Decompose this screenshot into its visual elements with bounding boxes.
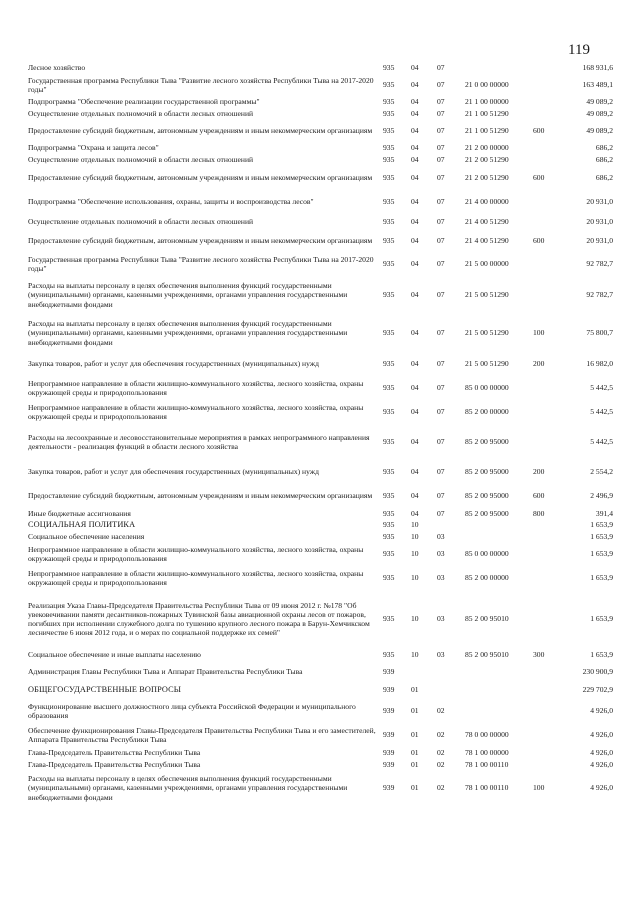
item-name: Осуществление отдельных полномочий в области лесных отношений <box>28 217 254 227</box>
section-code: 01 <box>411 783 419 793</box>
department-code: 935 <box>383 217 395 227</box>
amount: 1 653,9 <box>590 573 613 583</box>
target-article-code: 21 4 00 00000 <box>465 197 509 207</box>
target-article-code: 21 4 00 51290 <box>465 236 509 246</box>
item-name: Социальное обеспечение населения <box>28 532 145 542</box>
department-code: 935 <box>383 650 395 660</box>
item-name: Расходы на выплаты персоналу в целях обеспечения выполнения функций государственными (муниципальными) органами, казенными учреждениями, органами управления государственными внебюджетными фондами <box>28 774 348 802</box>
subsection-code: 02 <box>437 783 445 793</box>
subsection-code: 07 <box>437 290 445 300</box>
table-row <box>28 376 613 400</box>
department-code: 935 <box>383 197 395 207</box>
item-name: Функционирование высшего должностного лица субъекта Российской Федерации и муниципального образования <box>28 701 356 720</box>
department-code: 935 <box>383 109 395 119</box>
table-row <box>28 166 613 190</box>
table-row <box>28 74 613 96</box>
target-article-code: 21 5 00 51290 <box>465 328 509 338</box>
department-code: 939 <box>383 748 395 758</box>
item-name: Непрограммное направление в области жилищно-коммунального хозяйства, лесного хозяйства, охраны окружающей среды и природопользования <box>28 568 364 587</box>
department-code: 939 <box>383 760 395 770</box>
subsection-code: 07 <box>437 359 445 369</box>
table-row <box>28 460 613 484</box>
table-row <box>28 400 613 424</box>
item-name: Непрограммное направление в области жилищно-коммунального хозяйства, лесного хозяйства, охраны окружающей среды и природопользования <box>28 378 364 397</box>
section-code: 04 <box>411 109 419 119</box>
amount: 1 653,9 <box>590 549 613 559</box>
table-row <box>28 314 613 352</box>
expense-type-code: 600 <box>533 173 545 183</box>
expense-type-code: 600 <box>533 236 545 246</box>
department-code: 939 <box>383 685 395 695</box>
department-code: 935 <box>383 573 395 583</box>
target-article-code: 21 5 00 51290 <box>465 359 509 369</box>
amount: 20 931,0 <box>586 236 613 246</box>
subsection-code: 07 <box>437 155 445 165</box>
table-row <box>28 647 613 663</box>
expense-type-code: 800 <box>533 508 545 518</box>
target-article-code: 21 5 00 51290 <box>465 290 509 300</box>
department-code: 935 <box>383 532 395 542</box>
target-article-code: 21 5 00 00000 <box>465 259 509 269</box>
department-code: 939 <box>383 783 395 793</box>
table-row <box>28 230 613 252</box>
subsection-code: 07 <box>437 217 445 227</box>
amount: 16 982,0 <box>586 359 613 369</box>
section-code: 04 <box>411 290 419 300</box>
subsection-code: 07 <box>437 467 445 477</box>
subsection-code: 07 <box>437 197 445 207</box>
section-code: 04 <box>411 491 419 501</box>
department-code: 935 <box>383 614 395 624</box>
target-article-code: 21 1 00 51290 <box>465 109 509 119</box>
department-code: 935 <box>383 437 395 447</box>
department-code: 935 <box>383 155 395 165</box>
subsection-code: 07 <box>437 407 445 417</box>
department-code: 935 <box>383 491 395 501</box>
item-name: Закупка товаров, работ и услуг для обеспечения государственных (муниципальных) нужд <box>28 467 319 477</box>
budget-table <box>28 62 613 805</box>
target-article-code: 85 2 00 95010 <box>465 614 509 624</box>
section-code: 04 <box>411 383 419 393</box>
amount: 49 089,2 <box>586 109 613 119</box>
subsection-code: 07 <box>437 173 445 183</box>
subsection-code: 03 <box>437 650 445 660</box>
section-code: 04 <box>411 97 419 107</box>
subsection-code: 07 <box>437 236 445 246</box>
item-name: Администрация Главы Республики Тыва и Аппарат Правительства Республики Тыва <box>28 667 303 677</box>
expense-type-code: 300 <box>533 650 545 660</box>
table-row <box>28 190 613 214</box>
amount: 5 442,5 <box>590 407 613 417</box>
table-row <box>28 519 613 531</box>
item-name: Расходы на выплаты персоналу в целях обеспечения выполнения функций государственными (муниципальными) органами, казенными учреждениями, органами управления государственными внебюджетными фондами <box>28 281 348 309</box>
department-code: 935 <box>383 236 395 246</box>
section-code: 10 <box>411 520 419 530</box>
section-code: 04 <box>411 217 419 227</box>
table-row <box>28 214 613 230</box>
amount: 2 554,2 <box>590 467 613 477</box>
item-name: Расходы на выплаты персоналу в целях обеспечения выполнения функций государственными (муниципальными) органами, казенными учреждениями, органами управления государственными внебюджетными фондами <box>28 319 348 347</box>
subsection-code: 07 <box>437 63 445 73</box>
subsection-code: 02 <box>437 730 445 740</box>
department-code: 935 <box>383 508 395 518</box>
department-code: 935 <box>383 520 395 530</box>
section-code: 10 <box>411 549 419 559</box>
target-article-code: 85 2 00 95010 <box>465 650 509 660</box>
section-code: 01 <box>411 685 419 695</box>
section-code: 04 <box>411 155 419 165</box>
section-code: 10 <box>411 650 419 660</box>
amount: 4 926,0 <box>590 748 613 758</box>
section-code: 04 <box>411 328 419 338</box>
target-article-code: 85 2 00 95000 <box>465 467 509 477</box>
department-code: 935 <box>383 328 395 338</box>
section-code: 04 <box>411 197 419 207</box>
amount: 5 442,5 <box>590 383 613 393</box>
section-code: 01 <box>411 730 419 740</box>
department-code: 935 <box>383 173 395 183</box>
table-row <box>28 96 613 108</box>
amount: 4 926,0 <box>590 783 613 793</box>
amount: 1 653,9 <box>590 520 613 530</box>
amount: 20 931,0 <box>586 197 613 207</box>
department-code: 935 <box>383 407 395 417</box>
section-code: 04 <box>411 63 419 73</box>
subsection-code: 02 <box>437 760 445 770</box>
item-name: Иные бюджетные ассигнования <box>28 508 131 518</box>
department-code: 935 <box>383 126 395 136</box>
item-name: Предоставление субсидий бюджетным, автономным учреждениям и иным некоммерческим организациям <box>28 126 373 136</box>
subsection-code: 07 <box>437 143 445 153</box>
section-code: 01 <box>411 760 419 770</box>
table-row <box>28 252 613 276</box>
department-code: 935 <box>383 80 395 90</box>
section-code: 04 <box>411 508 419 518</box>
item-name: Расходы на лесоохранные и лесовосстановительные мероприятия в рамках непрограммного направления деятельности - реализация функций в области лесного хозяйства <box>28 432 370 451</box>
item-name: Подпрограмма "Охрана и защита лесов" <box>28 143 159 153</box>
item-name: Подпрограмма "Обеспечение использования, охраны, защиты и воспроизводства лесов" <box>28 197 314 207</box>
subsection-code: 03 <box>437 614 445 624</box>
item-name: Реализация Указа Главы-Председателя Правительства Республики Тыва от 09 июня 2012 г. №178 "Об увековечивании памяти десантников-пожарных Тувинской базы авиационной охраны лесов от пожаров, погибших при исполнении служебного долга по тушению крупного лесного пожара в Барун-Хемчикском лесничестве 6 июня 2012 года, и о мерах по социальной поддержке их семей" <box>28 600 370 638</box>
expense-type-code: 100 <box>533 783 545 793</box>
amount: 49 089,2 <box>586 97 613 107</box>
amount: 49 089,2 <box>586 126 613 136</box>
department-code: 935 <box>383 290 395 300</box>
target-article-code: 21 1 00 00000 <box>465 97 509 107</box>
subsection-code: 07 <box>437 491 445 501</box>
item-name: Обеспечение функционирования Главы-Председателя Правительства Республики Тыва и его заместителей, Аппарата Правительства Республики Тыва <box>28 725 376 744</box>
amount: 2 496,9 <box>590 491 613 501</box>
section-code: 10 <box>411 614 419 624</box>
department-code: 939 <box>383 706 395 716</box>
table-row <box>28 663 613 681</box>
table-row <box>28 699 613 723</box>
item-name: Предоставление субсидий бюджетным, автономным учреждениям и иным некоммерческим организациям <box>28 173 373 183</box>
item-name: Предоставление субсидий бюджетным, автономным учреждениям и иным некоммерческим организациям <box>28 236 373 246</box>
target-article-code: 21 0 00 00000 <box>465 80 509 90</box>
target-article-code: 85 2 00 00000 <box>465 407 509 417</box>
item-name: ОБЩЕГОСУДАРСТВЕННЫЕ ВОПРОСЫ <box>28 685 182 695</box>
department-code: 935 <box>383 467 395 477</box>
table-row <box>28 108 613 120</box>
table-row <box>28 771 613 805</box>
item-name: Глава-Председатель Правительства Республики Тыва <box>28 748 201 758</box>
item-name: Лесное хозяйство <box>28 63 86 73</box>
item-name: Социальное обеспечение и иные выплаты населению <box>28 650 201 660</box>
section-code: 04 <box>411 126 419 136</box>
table-row <box>28 142 613 154</box>
table-row <box>28 531 613 543</box>
table-row <box>28 352 613 376</box>
section-code: 04 <box>411 437 419 447</box>
target-article-code: 78 1 00 00110 <box>465 783 509 793</box>
item-name: Непрограммное направление в области жилищно-коммунального хозяйства, лесного хозяйства, охраны окружающей среды и природопользования <box>28 544 364 563</box>
table-row <box>28 62 613 74</box>
item-name: СОЦИАЛЬНАЯ ПОЛИТИКА <box>28 520 136 530</box>
section-code: 04 <box>411 407 419 417</box>
item-name: Непрограммное направление в области жилищно-коммунального хозяйства, лесного хозяйства, охраны окружающей среды и природопользования <box>28 402 364 421</box>
section-code: 01 <box>411 706 419 716</box>
department-code: 935 <box>383 63 395 73</box>
item-name: Государственная программа Республики Тыва "Развитие лесного хозяйства Республики Тыва на 2017-2020 годы" <box>28 75 374 94</box>
item-name: Глава-Председатель Правительства Республики Тыва <box>28 760 201 770</box>
amount: 20 931,0 <box>586 217 613 227</box>
subsection-code: 07 <box>437 109 445 119</box>
section-code: 04 <box>411 143 419 153</box>
item-name: Осуществление отдельных полномочий в области лесных отношений <box>28 155 254 165</box>
subsection-code: 03 <box>437 573 445 583</box>
target-article-code: 21 2 00 51290 <box>465 173 509 183</box>
amount: 686,2 <box>595 173 613 183</box>
target-article-code: 85 2 00 95000 <box>465 491 509 501</box>
target-article-code: 78 1 00 00110 <box>465 760 509 770</box>
expense-type-code: 600 <box>533 126 545 136</box>
table-row <box>28 747 613 759</box>
table-row <box>28 759 613 771</box>
amount: 1 653,9 <box>590 532 613 542</box>
target-article-code: 78 1 00 00000 <box>465 748 509 758</box>
amount: 230 900,9 <box>582 667 613 677</box>
table-row <box>28 681 613 699</box>
subsection-code: 07 <box>437 508 445 518</box>
subsection-code: 07 <box>437 259 445 269</box>
target-article-code: 85 2 00 95000 <box>465 437 509 447</box>
table-row <box>28 565 613 591</box>
expense-type-code: 600 <box>533 491 545 501</box>
item-name: Закупка товаров, работ и услуг для обеспечения государственных (муниципальных) нужд <box>28 359 319 369</box>
table-row <box>28 723 613 747</box>
subsection-code: 03 <box>437 532 445 542</box>
department-code: 935 <box>383 259 395 269</box>
target-article-code: 21 1 00 51290 <box>465 126 509 136</box>
subsection-code: 07 <box>437 126 445 136</box>
expense-type-code: 200 <box>533 467 545 477</box>
table-row <box>28 120 613 142</box>
expense-type-code: 200 <box>533 359 545 369</box>
target-article-code: 85 2 00 00000 <box>465 573 509 583</box>
section-code: 01 <box>411 748 419 758</box>
department-code: 935 <box>383 359 395 369</box>
amount: 92 782,7 <box>586 290 613 300</box>
subsection-code: 07 <box>437 97 445 107</box>
subsection-code: 02 <box>437 706 445 716</box>
table-row <box>28 424 613 460</box>
subsection-code: 03 <box>437 549 445 559</box>
item-name: Осуществление отдельных полномочий в области лесных отношений <box>28 109 254 119</box>
section-code: 10 <box>411 532 419 542</box>
table-row <box>28 154 613 166</box>
department-code: 935 <box>383 97 395 107</box>
amount: 1 653,9 <box>590 614 613 624</box>
section-code: 04 <box>411 259 419 269</box>
page-number: 119 <box>568 42 590 58</box>
section-code: 04 <box>411 467 419 477</box>
table-row <box>28 276 613 314</box>
expense-type-code: 100 <box>533 328 545 338</box>
amount: 1 653,9 <box>590 650 613 660</box>
amount: 168 931,6 <box>582 63 613 73</box>
subsection-code: 07 <box>437 383 445 393</box>
subsection-code: 07 <box>437 80 445 90</box>
target-article-code: 78 0 00 00000 <box>465 730 509 740</box>
item-name: Подпрограмма "Обеспечение реализации государственной программы" <box>28 97 260 107</box>
section-code: 10 <box>411 573 419 583</box>
item-name: Предоставление субсидий бюджетным, автономным учреждениям и иным некоммерческим организациям <box>28 491 373 501</box>
section-code: 04 <box>411 236 419 246</box>
section-code: 04 <box>411 80 419 90</box>
amount: 75 800,7 <box>586 328 613 338</box>
target-article-code: 85 0 00 00000 <box>465 383 509 393</box>
table-row <box>28 508 613 519</box>
amount: 5 442,5 <box>590 437 613 447</box>
target-article-code: 85 2 00 95000 <box>465 508 509 518</box>
table-row <box>28 591 613 647</box>
item-name: Государственная программа Республики Тыва "Развитие лесного хозяйства Республики Тыва на 2017-2020 годы" <box>28 254 374 273</box>
target-article-code: 21 2 00 51290 <box>465 155 509 165</box>
amount: 163 489,1 <box>582 80 613 90</box>
table-row <box>28 543 613 565</box>
target-article-code: 21 2 00 00000 <box>465 143 509 153</box>
subsection-code: 07 <box>437 437 445 447</box>
section-code: 04 <box>411 359 419 369</box>
amount: 4 926,0 <box>590 706 613 716</box>
amount: 391,4 <box>595 508 613 518</box>
amount: 4 926,0 <box>590 730 613 740</box>
amount: 92 782,7 <box>586 259 613 269</box>
department-code: 935 <box>383 549 395 559</box>
department-code: 939 <box>383 667 395 677</box>
table-row <box>28 484 613 508</box>
target-article-code: 21 4 00 51290 <box>465 217 509 227</box>
section-code: 04 <box>411 173 419 183</box>
amount: 229 702,9 <box>582 685 613 695</box>
department-code: 935 <box>383 143 395 153</box>
department-code: 939 <box>383 730 395 740</box>
target-article-code: 85 0 00 00000 <box>465 549 509 559</box>
department-code: 935 <box>383 383 395 393</box>
subsection-code: 07 <box>437 328 445 338</box>
amount: 686,2 <box>595 155 613 165</box>
amount: 686,2 <box>595 143 613 153</box>
amount: 4 926,0 <box>590 760 613 770</box>
subsection-code: 02 <box>437 748 445 758</box>
